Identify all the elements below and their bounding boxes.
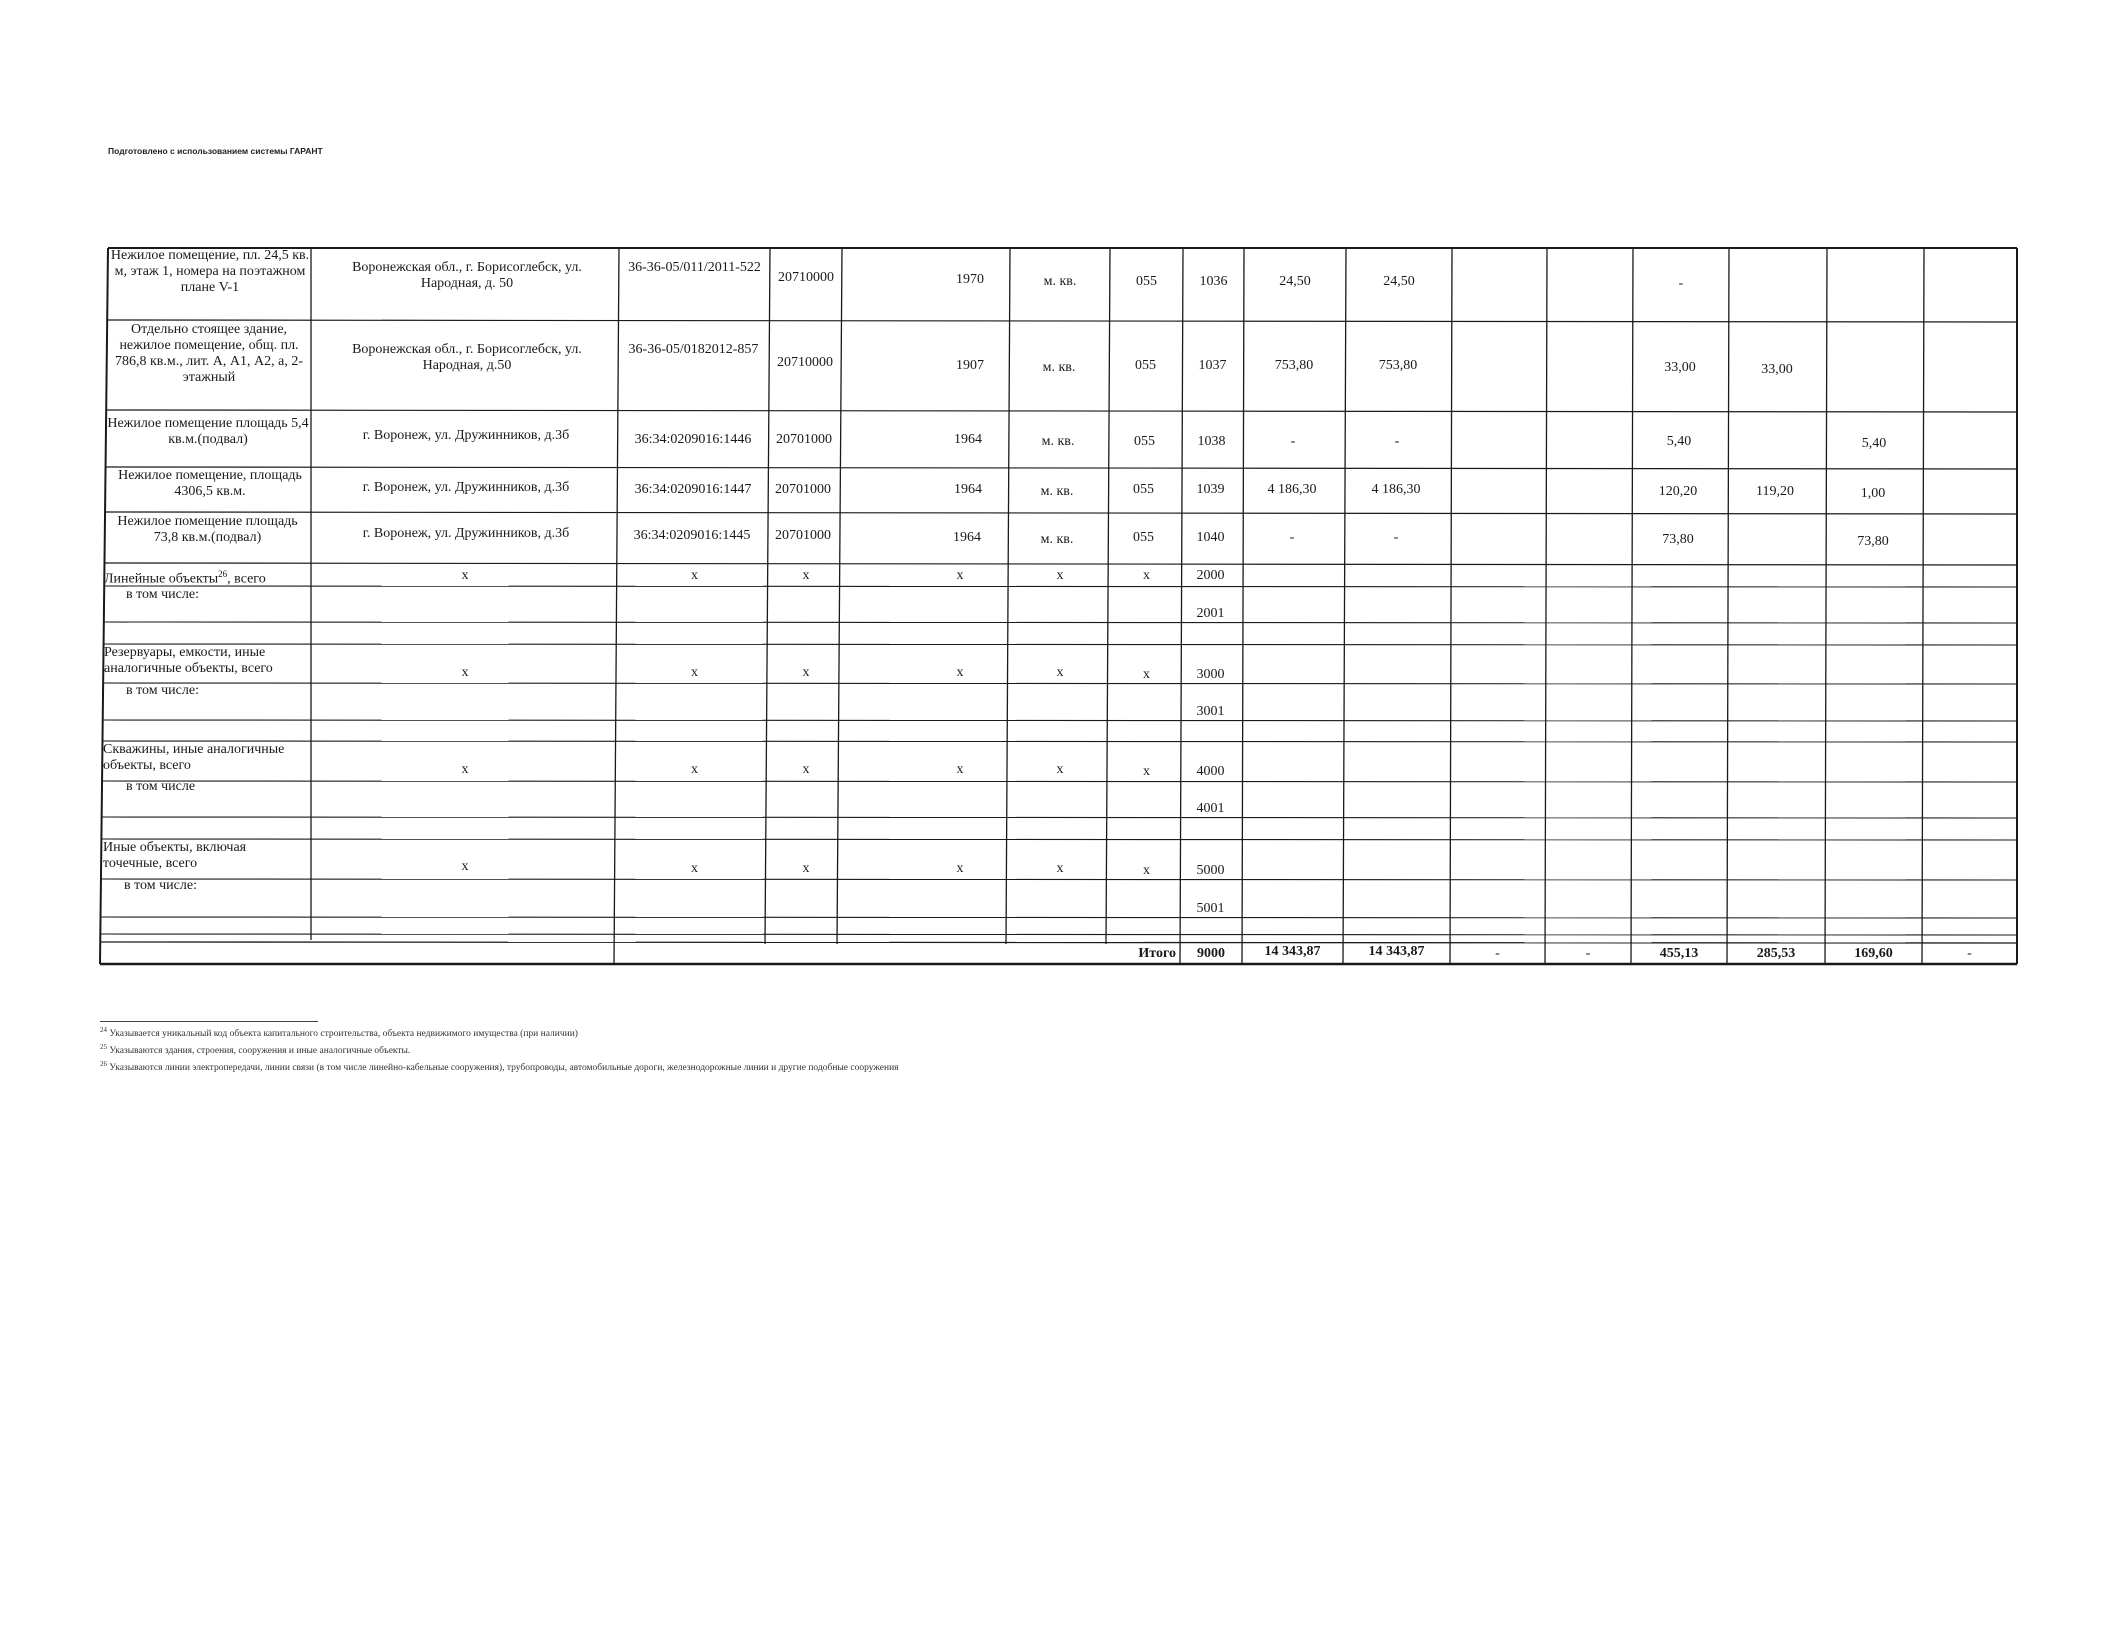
group-wells-x-address: x (461, 762, 469, 777)
group-linear-sub-code: 2001 (1196, 606, 1225, 621)
table-row-5-v7: 73,80 (1857, 534, 1889, 549)
table-row-4-year: 1964 (954, 482, 982, 497)
group-wells-x-okato: x (802, 762, 810, 777)
group-other-x-cadastral: x (691, 861, 698, 876)
table-row-2-code: 1037 (1198, 358, 1227, 373)
group-reservoirs-x-okato: x (802, 665, 810, 680)
total-label: Итого (1138, 946, 1176, 961)
footnote-24-mark: 24 (100, 1026, 107, 1034)
group-reservoirs-title: Резервуары, емкости, иные аналогичные объекты, всего (104, 645, 273, 676)
group-reservoirs-x-cadastral: x (691, 665, 698, 680)
group-other-x-okato: x (802, 861, 810, 876)
group-linear-title-suffix: , всего (227, 571, 266, 587)
table-row-4-name: Нежилое помещение, площадь 4306,5 кв.м. (118, 468, 302, 499)
group-wells-code: 4000 (1196, 764, 1225, 779)
table-row-4-v2: 4 186,30 (1371, 482, 1421, 497)
total-v5: 455,13 (1659, 946, 1699, 961)
group-wells-sub-label: в том числе (126, 779, 196, 794)
group-linear-x-unit: x (1056, 568, 1064, 583)
table-row-1-okato: 20710000 (778, 270, 834, 285)
group-wells-title: Скважины, иные аналогичные объекты, всего (103, 742, 285, 773)
table-row-5-cadastral: 36:34:0209016:1445 (633, 528, 751, 543)
table-row-2-okei: 055 (1135, 358, 1156, 373)
footnotes (100, 1024, 1400, 1075)
group-reservoirs-x-year: x (956, 665, 964, 680)
total-v2: 14 343,87 (1368, 944, 1425, 959)
group-other-x-address: x (461, 859, 469, 874)
table-row-5-unit: м. кв. (1040, 532, 1074, 547)
table-row-5-v5: 73,80 (1662, 532, 1694, 547)
footnote-26-text: Указываются линии электропередачи, линии связи (в том числе линейно-кабельные сооружения), трубопроводы, автомобильные дороги, железнодорожные линии и другие подобные сооружения (109, 1063, 899, 1074)
group-other-sub-code: 5001 (1196, 901, 1225, 916)
total-v7: 169,60 (1854, 946, 1893, 961)
group-reservoirs-x-unit: x (1056, 665, 1064, 680)
total-v4: - (1585, 946, 1591, 961)
table-row-1-cadastral: 36-36-05/011/2011-522 (628, 260, 761, 275)
group-other-x-unit: x (1056, 861, 1064, 876)
footnote-26-mark: 26 (100, 1060, 107, 1069)
table-row-2-address: Воронежская обл., г. Борисоглебск, ул. Народная, д.50 (352, 342, 582, 373)
table-row-3-code: 1038 (1197, 434, 1226, 449)
table-row-1-v2: 24,50 (1383, 274, 1415, 289)
table-row-4-v1: 4 186,30 (1267, 482, 1317, 497)
table-row-5-v2: - (1393, 530, 1399, 545)
table-row-2-v6: 33,00 (1761, 362, 1793, 377)
group-reservoirs-code: 3000 (1196, 667, 1225, 682)
table-row-4-okato: 20701000 (775, 482, 831, 497)
group-reservoirs-sub-label: в том числе: (126, 683, 199, 698)
total-v8: - (1967, 946, 1972, 961)
table-row-5-name: Нежилое помещение площадь 73,8 кв.м.(подвал) (117, 514, 298, 545)
group-wells-x-year: x (956, 762, 964, 777)
table-row-4-address: г. Воронеж, ул. Дружинников, д.3б (362, 480, 570, 495)
table-row-2-cadastral: 36-36-05/0182012-857 (628, 342, 759, 357)
table-row-4-code: 1039 (1196, 482, 1225, 497)
group-reservoirs-sub-code: 3001 (1196, 704, 1225, 719)
table-row-3-v2: - (1394, 434, 1400, 449)
table-row-1-year: 1970 (956, 272, 984, 287)
table-row-3-unit: м. кв. (1041, 434, 1075, 449)
footnote-26 (100, 1058, 1400, 1075)
group-other-title: Иные объекты, включая точечные, всего (103, 840, 247, 871)
table-row-1-v5: - (1678, 276, 1684, 291)
group-linear-x-year: x (956, 568, 964, 583)
table-row-4-cadastral: 36:34:0209016:1447 (634, 482, 752, 497)
table-row-3-v5: 5,40 (1666, 434, 1692, 449)
total-code: 9000 (1197, 946, 1225, 961)
group-wells-x-okei: x (1143, 764, 1150, 779)
group-wells-x-unit: x (1056, 762, 1064, 777)
table-row-2-v2: 753,80 (1378, 358, 1418, 373)
table-row-3-v1: - (1290, 434, 1296, 449)
table-row-1-code: 1036 (1199, 274, 1228, 289)
table-row-3-cadastral: 36:34:0209016:1446 (634, 432, 752, 447)
table-row-1-unit: м. кв. (1043, 274, 1077, 289)
footnote-separator (100, 1021, 318, 1022)
table-row-3-okei: 055 (1134, 434, 1155, 449)
total-v1: 14 343,87 (1264, 944, 1321, 959)
group-linear-x-okei: x (1143, 568, 1150, 583)
table-row-1-name: Нежилое помещение, пл. 24,5 кв. м, этаж 1, номера на поэтажном плане V-1 (110, 248, 310, 295)
table-row-5-okei: 055 (1133, 530, 1154, 545)
table-row-3-address: г. Воронеж, ул. Дружинников, д.3б (362, 428, 570, 443)
table-row-3-name: Нежилое помещение площадь 5,4 кв.м.(подвал) (107, 416, 309, 447)
footnote-24 (100, 1024, 1400, 1041)
footnote-25 (100, 1041, 1400, 1058)
group-reservoirs-x-address: x (461, 665, 469, 680)
group-other-sub-label: в том числе: (124, 878, 197, 893)
table-row-2-v5: 33,00 (1664, 360, 1696, 375)
table-row-2-unit: м. кв. (1042, 360, 1076, 375)
table-row-5-address: г. Воронеж, ул. Дружинников, д.3б (362, 526, 570, 541)
table-row-2-name: Отдельно стоящее здание, нежилое помещение, общ. пл. 786,8 кв.м., лит. А, А1, А2, а, 2-этажный (114, 322, 304, 385)
table-row-3-year: 1964 (954, 432, 982, 447)
table-row-4-v6: 119,20 (1756, 484, 1794, 499)
table-row-1-okei: 055 (1136, 274, 1157, 289)
group-other-x-okei: x (1143, 863, 1150, 878)
group-linear-x-cadastral: x (691, 568, 698, 583)
group-linear-title (104, 566, 266, 588)
table-row-3-v7: 5,40 (1861, 436, 1887, 451)
group-other-x-year: x (956, 861, 964, 876)
group-linear-x-address: x (461, 568, 469, 583)
group-linear-footnote-mark: 26 (218, 569, 228, 579)
group-linear-title-text: Линейные объекты (104, 571, 219, 587)
table-row-3-okato: 20701000 (776, 432, 832, 447)
group-linear-sub-label: в том числе: (126, 587, 199, 602)
group-other-code: 5000 (1196, 863, 1225, 878)
table-row-2-v1: 753,80 (1274, 358, 1314, 373)
table-row-2-year: 1907 (956, 358, 984, 373)
footnote-25-text: Указываются здания, строения, сооружения и иные аналогичные объекты. (109, 1046, 411, 1057)
table-row-5-okato: 20701000 (775, 528, 831, 543)
table-row-4-v5: 120,20 (1658, 484, 1698, 499)
group-wells-x-cadastral: x (691, 762, 698, 777)
group-wells-sub-code: 4001 (1196, 801, 1225, 816)
table-row-1-v1: 24,50 (1279, 274, 1311, 289)
table-row-4-unit: м. кв. (1040, 484, 1074, 499)
table-row-2-okato: 20710000 (777, 355, 833, 370)
group-reservoirs-x-okei: x (1143, 667, 1150, 682)
table-row-5-code: 1040 (1196, 530, 1225, 545)
garant-header-note: Подготовлено с использованием системы ГАРАНТ (108, 146, 323, 156)
group-linear-code: 2000 (1196, 568, 1225, 583)
table-row-4-v7: 1,00 (1860, 486, 1886, 501)
table-row-5-year: 1964 (953, 530, 981, 545)
table-row-1-address: Воронежская обл., г. Борисоглебск, ул. Народная, д. 50 (352, 260, 582, 291)
total-v6: 285,53 (1756, 946, 1796, 961)
table-row-5-v1: - (1289, 530, 1295, 545)
footnote-25-mark: 25 (100, 1043, 107, 1052)
group-linear-x-okato: x (802, 568, 810, 583)
footnote-24-text: Указывается уникальный код объекта капитального строительства, объекта недвижимого имущества (при наличии) (109, 1029, 578, 1040)
total-v3: - (1495, 946, 1500, 961)
table-row-4-okei: 055 (1133, 482, 1154, 497)
